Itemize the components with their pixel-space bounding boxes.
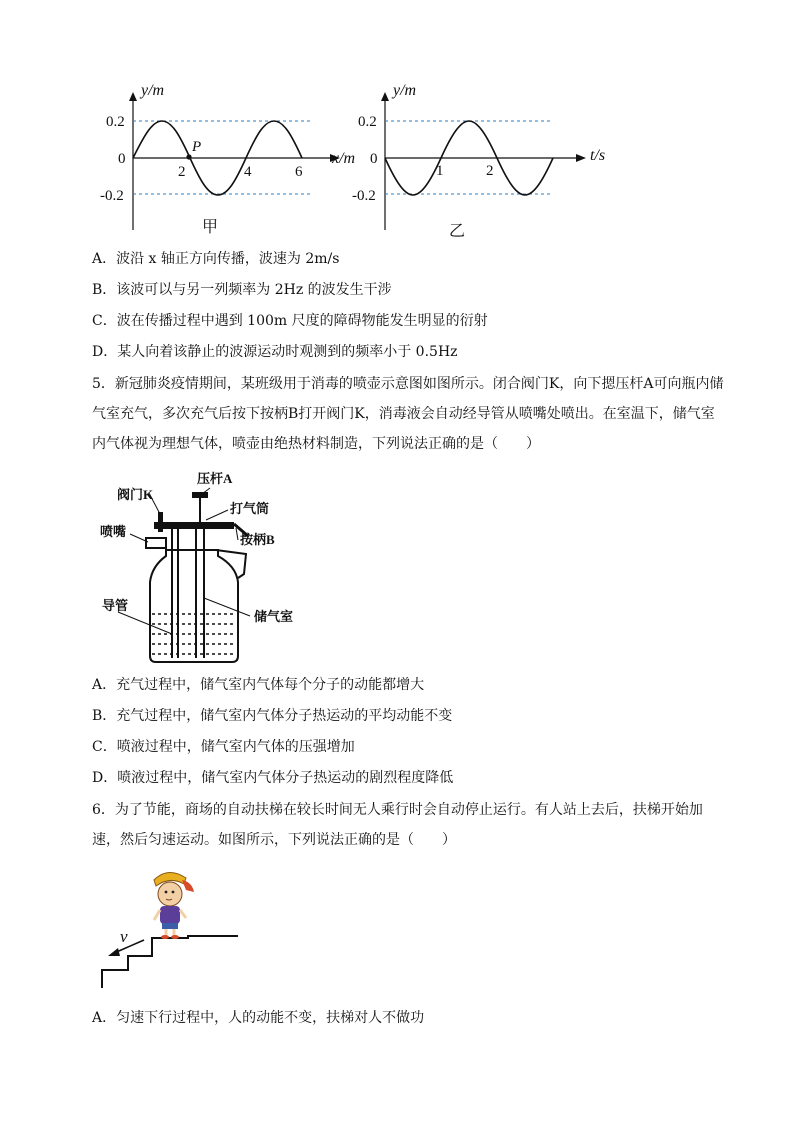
left-ytick-bottom: -0.2 <box>100 188 124 204</box>
wave-graph-right <box>352 82 605 240</box>
q5-stem: 5．新冠肺炎疫情期间，某班级用于消毒的喷壶示意图如图所示。闭合阀门K，向下摁压杆A可向瓶内储气室充气，多次充气后按下按柄B打开阀门K，消毒液会自动经导管从喷嘴处喷出。在室温下，储气室内气体视为理想气体，喷壶由绝热材料制造，下列说法正确的是（ ） <box>92 376 724 452</box>
spray-bottle-diagram <box>96 466 318 668</box>
label-chamber: 储气室 <box>254 609 294 624</box>
left-caption: 甲 <box>202 219 219 236</box>
label-nozzle: 喷嘴 <box>100 524 127 539</box>
left-xlabel: x/m <box>332 150 356 167</box>
q5-option-b: B．充气过程中，储气室内气体分子热运动的平均动能不变 <box>92 708 453 724</box>
q4-option-d: D．某人向着该静止的波源运动时观测到的频率小于 0.5Hz <box>92 344 458 360</box>
right-ytick-bottom: -0.2 <box>352 188 376 204</box>
q4-option-a: A．波沿 x 轴正方向传播，波速为 2m/s <box>92 251 340 267</box>
wave-graphs <box>100 78 620 243</box>
left-ylabel: y/m <box>141 82 165 99</box>
person-figure <box>154 872 194 939</box>
right-xtick-2: 2 <box>486 163 494 179</box>
wave-figure <box>100 78 620 243</box>
label-tube: 导管 <box>102 598 129 613</box>
right-caption: 乙 <box>449 223 466 240</box>
right-xlabel: t/s <box>590 147 606 164</box>
point-p-label: P <box>192 139 202 155</box>
spray-bottle-figure <box>96 466 318 668</box>
left-xtick-2: 2 <box>178 164 186 180</box>
escalator-diagram <box>96 868 246 990</box>
wave-graph-left <box>100 82 355 236</box>
right-ytick-top: 0.2 <box>358 114 377 130</box>
left-xtick-4: 4 <box>244 164 252 180</box>
left-ytick-top: 0.2 <box>106 114 125 130</box>
q5-option-c: C．喷液过程中，储气室内气体的压强增加 <box>92 739 355 755</box>
escalator-figure <box>96 868 246 990</box>
q5-option-a: A．充气过程中，储气室内气体每个分子的动能都增大 <box>92 677 425 693</box>
right-ytick-zero: 0 <box>370 151 378 167</box>
velocity-label: v <box>120 927 128 946</box>
q4-option-b: B．该波可以与另一列频率为 2Hz 的波发生干涉 <box>92 282 392 298</box>
right-xtick-1: 1 <box>436 163 444 179</box>
q6-stem: 6．为了节能，商场的自动扶梯在较长时间无人乘行时会自动停止运行。有人站上去后，扶梯开始加速，然后匀速运动。如图所示，下列说法正确的是（ ） <box>92 802 703 848</box>
label-pump: 打气筒 <box>230 501 270 516</box>
q5-option-d: D．喷液过程中，储气室内气体分子热运动的剧烈程度降低 <box>92 770 454 786</box>
label-handle-b: 按柄B <box>240 532 275 547</box>
q6-option-a: A．匀速下行过程中，人的动能不变，扶梯对人不做功 <box>92 1010 425 1026</box>
label-rod-a: 压杆A <box>197 471 233 486</box>
left-xtick-6: 6 <box>295 164 303 180</box>
q4-option-c: C．波在传播过程中遇到 100m 尺度的障碍物能发生明显的衍射 <box>92 313 488 329</box>
right-ylabel: y/m <box>393 82 417 99</box>
left-ytick-zero: 0 <box>118 151 126 167</box>
label-valve-k: 阀门K <box>117 487 154 502</box>
